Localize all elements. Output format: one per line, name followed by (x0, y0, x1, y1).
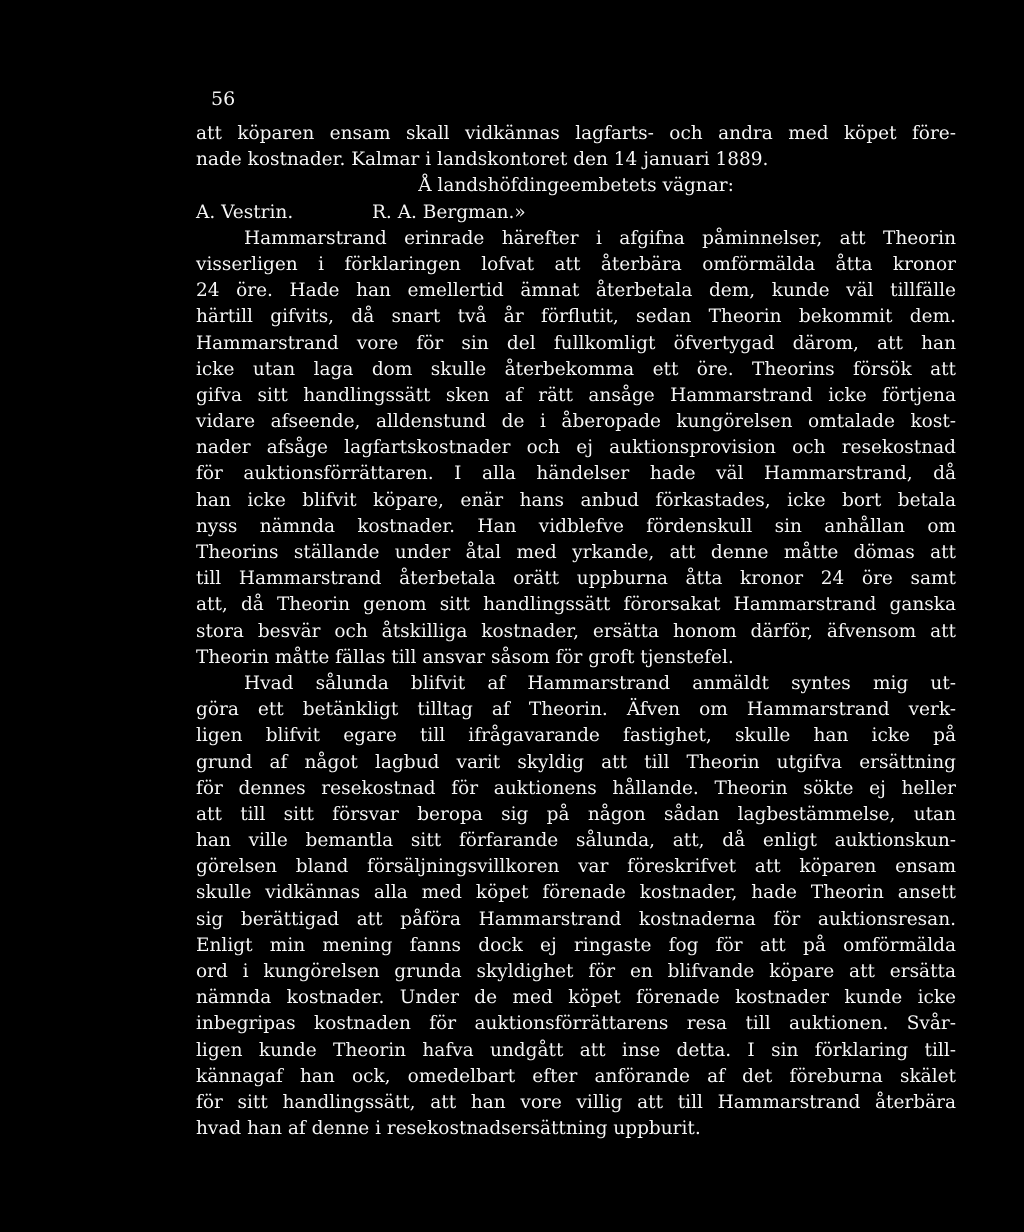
text-line: att köparen ensam skall vidkännas lagfarts- och andra med köpet före- (196, 123, 956, 144)
text-line: icke utan laga dom skulle återbekomma ett öre. Theorins försök att (196, 358, 956, 380)
text-line: visserligen i förklaringen lofvat att återbära omförmälda åtta kronor (196, 253, 956, 275)
signature-row (196, 200, 956, 226)
page-text (196, 121, 956, 1142)
text-line: han icke blifvit köpare, enär hans anbud förkastades, icke bort betala (196, 489, 956, 511)
text-line: för sitt handlingssätt, att han vore villig att till Hammarstrand återbära (196, 1091, 956, 1113)
text-line: härtill gifvits, då snart två år förflutit, sedan Theorin bekommit dem. (196, 306, 956, 328)
text-line: stora besvär och åtskilliga kostnader, ersätta honom därför, äfvensom att (196, 620, 956, 642)
paragraph-first-line: Hammarstrand erinrade härefter i afgifna påminnelser, att Theorin (244, 227, 956, 249)
text-line: grund af något lagbud varit skyldig att till Theorin utgifva ersättning (196, 751, 956, 773)
text-line: 24 öre. Hade han emellertid ämnat återbetala dem, kunde väl tillfälle (196, 280, 956, 302)
text-line: till Hammarstrand återbetala orätt uppburna åtta kronor 24 öre samt (196, 568, 956, 590)
signatory-left: A. Vestrin. (196, 201, 294, 223)
page-number: 56 (211, 88, 236, 110)
text-line: för auktionsförrättaren. I alla händelser hade väl Hammarstrand, då (196, 463, 956, 485)
text-line: skulle vidkännas alla med köpet förenade kostnader, hade Theorin ansett (196, 882, 956, 904)
text-line: hvad han af denne i resekostnadsersättning uppburit. (196, 1118, 701, 1140)
text-line: för dennes resekostnad för auktionens hållande. Theorin sökte ej heller (196, 777, 956, 799)
text-line: vidare afseende, alldenstund de i åberopade kungörelsen omtalade kost- (196, 411, 956, 433)
text-line: ord i kungörelsen grunda skyldighet för en blifvande köpare att ersätta (196, 961, 956, 982)
text-line: ligen blifvit egare till ifrågavarande fastighet, skulle han icke på (196, 725, 956, 747)
text-line: Theorins ställande under åtal med yrkande, att denne måtte dömas att (196, 542, 956, 563)
signatory-right: R. A. Bergman.» (372, 201, 526, 223)
text-line: ligen kunde Theorin hafva undgått att inse detta. I sin förklaring till- (196, 1039, 956, 1061)
text-line: nyss nämnda kostnader. Han vidblefve fördenskull sin anhållan om (196, 515, 956, 537)
text-line: sig berättigad att påföra Hammarstrand kostnaderna för auktionsresan. (196, 908, 956, 930)
text-line: nämnda kostnader. Under de med köpet förenade kostnader kunde icke (196, 987, 956, 1009)
text-line: Theorin måtte fällas till ansvar såsom för groft tjenstefel. (196, 646, 734, 668)
signature-header: Å landshöfdingeembetets vägnar: (418, 175, 734, 197)
text-line: nade kostnader. Kalmar i landskontoret den 14 januari 1889. (196, 149, 769, 171)
text-line: Hammarstrand vore för sin del fullkomligt öfvertygad därom, att han (196, 332, 956, 354)
text-line: göra ett betänkligt tilltag af Theorin. Äfven om Hammarstrand verk- (196, 699, 956, 721)
paragraph-first-line: Hvad sålunda blifvit af Hammarstrand anmäldt syntes mig ut- (244, 672, 956, 694)
text-line: kännagaf han ock, omedelbart efter anförande af det föreburna skälet (196, 1065, 956, 1087)
text-line: att, då Theorin genom sitt handlingssätt förorsakat Hammarstrand ganska (196, 594, 956, 616)
text-line: Enligt min mening fanns dock ej ringaste fog för att på omförmälda (196, 934, 956, 956)
text-line: gifva sitt handlingssätt sken af rätt ansåge Hammarstrand icke förtjena (196, 384, 956, 406)
text-line: görelsen bland försäljningsvillkoren var föreskrifvet att köparen ensam (196, 856, 956, 878)
text-line: att till sitt försvar beropa sig på någon sådan lagbestämmelse, utan (196, 803, 956, 825)
text-line: han ville bemantla sitt förfarande sålunda, att, då enligt auktionskun- (196, 830, 956, 852)
text-line: inbegripas kostnaden för auktionsförrättarens resa till auktionen. Svår- (196, 1013, 956, 1035)
text-line: nader afsåge lagfartskostnader och ej auktionsprovision och resekostnad (196, 437, 956, 459)
